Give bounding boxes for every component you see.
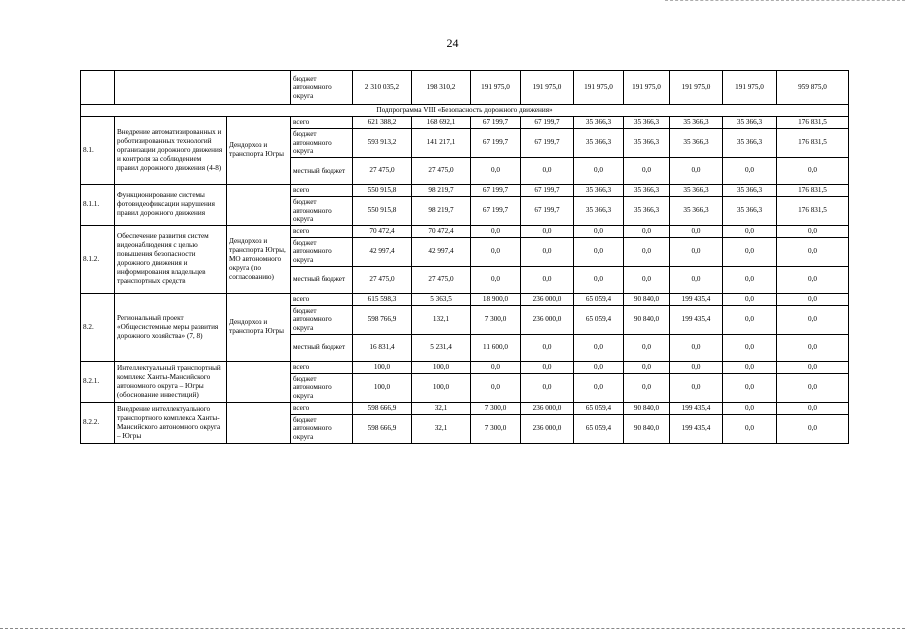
funding-source-cell: местный бюджет (291, 266, 353, 293)
value-cell: 90 840,0 (624, 402, 670, 414)
value-cell: 32,1 (412, 402, 471, 414)
funding-source-cell: всего (291, 117, 353, 129)
value-cell: 0,0 (574, 237, 624, 266)
value-cell: 0,0 (723, 237, 777, 266)
value-cell: 191 975,0 (670, 71, 723, 105)
table-row (81, 225, 849, 237)
value-cell: 236 000,0 (521, 293, 574, 305)
row-executor: Дендорхоз и транспорта Югры, МО автономного округа (по согласованию) (227, 225, 291, 293)
value-cell: 0,0 (670, 225, 723, 237)
value-cell: 90 840,0 (624, 414, 670, 443)
value-cell: 0,0 (777, 266, 849, 293)
funding-source-cell: бюджет автономного округа (291, 373, 353, 402)
value-cell: 0,0 (723, 293, 777, 305)
funding-source-cell: всего (291, 293, 353, 305)
value-cell: 100,0 (412, 373, 471, 402)
value-cell: 7 300,0 (471, 414, 521, 443)
value-cell: 35 366,3 (624, 129, 670, 158)
value-cell: 35 366,3 (624, 184, 670, 196)
value-cell: 27 475,0 (353, 266, 412, 293)
value-cell: 0,0 (670, 157, 723, 184)
table-row-top-total (81, 71, 849, 105)
value-cell: 0,0 (723, 373, 777, 402)
value-cell: 176 831,5 (777, 196, 849, 225)
value-cell: 0,0 (471, 373, 521, 402)
value-cell: 0,0 (574, 266, 624, 293)
value-cell: 0,0 (521, 225, 574, 237)
value-cell: 35 366,3 (574, 117, 624, 129)
funding-source-cell: бюджет автономного округа (291, 71, 353, 105)
value-cell: 0,0 (624, 373, 670, 402)
value-cell: 35 366,3 (723, 129, 777, 158)
value-cell: 0,0 (670, 266, 723, 293)
value-cell: 0,0 (723, 157, 777, 184)
row-code: 8.2. (81, 293, 115, 361)
value-cell: 550 915,8 (353, 184, 412, 196)
value-cell: 0,0 (624, 225, 670, 237)
funding-source-cell: бюджет автономного округа (291, 237, 353, 266)
name-cell-empty (115, 71, 291, 105)
row-code: 8.1.1. (81, 184, 115, 225)
value-cell: 0,0 (574, 225, 624, 237)
row-executor (227, 361, 291, 402)
value-cell: 0,0 (723, 305, 777, 334)
row-code: 8.1.2. (81, 225, 115, 293)
value-cell: 191 975,0 (471, 71, 521, 105)
value-cell: 0,0 (521, 373, 574, 402)
value-cell: 0,0 (624, 157, 670, 184)
value-cell: 615 598,3 (353, 293, 412, 305)
value-cell: 35 366,3 (723, 184, 777, 196)
value-cell: 35 366,3 (670, 129, 723, 158)
value-cell: 0,0 (521, 334, 574, 361)
value-cell: 65 059,4 (574, 402, 624, 414)
value-cell: 199 435,4 (670, 305, 723, 334)
value-cell: 0,0 (777, 237, 849, 266)
row-executor (227, 184, 291, 225)
value-cell: 0,0 (574, 373, 624, 402)
value-cell: 2 310 035,2 (353, 71, 412, 105)
value-cell: 176 831,5 (777, 117, 849, 129)
value-cell: 35 366,3 (624, 196, 670, 225)
value-cell: 90 840,0 (624, 293, 670, 305)
value-cell: 0,0 (521, 361, 574, 373)
scan-artifact-top (665, 0, 905, 1)
value-cell: 0,0 (777, 414, 849, 443)
funding-source-cell: бюджет автономного округа (291, 129, 353, 158)
value-cell: 593 913,2 (353, 129, 412, 158)
value-cell: 0,0 (471, 361, 521, 373)
value-cell: 0,0 (574, 361, 624, 373)
value-cell: 199 435,4 (670, 402, 723, 414)
value-cell: 67 199,7 (471, 117, 521, 129)
value-cell: 0,0 (471, 237, 521, 266)
row-code: 8.2.2. (81, 402, 115, 443)
funding-source-cell: местный бюджет (291, 334, 353, 361)
value-cell: 35 366,3 (574, 184, 624, 196)
value-cell: 0,0 (777, 305, 849, 334)
value-cell: 0,0 (777, 157, 849, 184)
value-cell: 0,0 (723, 361, 777, 373)
value-cell: 67 199,7 (521, 129, 574, 158)
value-cell: 0,0 (624, 266, 670, 293)
value-cell: 0,0 (624, 237, 670, 266)
value-cell: 70 472,4 (412, 225, 471, 237)
value-cell: 100,0 (412, 361, 471, 373)
row-name: Интеллектуальный транспортный комплекс Ханты-Мансийского автономного округа – Югры (обоснование инвестиций) (115, 361, 227, 402)
value-cell: 42 997,4 (412, 237, 471, 266)
row-name: Внедрение автоматизированных и роботизированных технологий организации дорожного движения и контроля за соблюдением правил дорожного движения (4-8) (115, 117, 227, 185)
funding-source-cell: всего (291, 184, 353, 196)
value-cell: 0,0 (471, 266, 521, 293)
value-cell: 18 900,0 (471, 293, 521, 305)
value-cell: 0,0 (574, 334, 624, 361)
value-cell: 67 199,7 (471, 184, 521, 196)
row-name: Функционирование системы фотовидеофиксации нарушения правил дорожного движения (115, 184, 227, 225)
value-cell: 65 059,4 (574, 305, 624, 334)
value-cell: 0,0 (670, 361, 723, 373)
value-cell: 198 310,2 (412, 71, 471, 105)
value-cell: 35 366,3 (670, 117, 723, 129)
value-cell: 191 975,0 (624, 71, 670, 105)
value-cell: 176 831,5 (777, 184, 849, 196)
value-cell: 67 199,7 (521, 196, 574, 225)
value-cell: 0,0 (471, 157, 521, 184)
value-cell: 27 475,0 (353, 157, 412, 184)
value-cell: 0,0 (777, 361, 849, 373)
value-cell: 0,0 (777, 334, 849, 361)
value-cell: 191 975,0 (723, 71, 777, 105)
value-cell: 35 366,3 (670, 196, 723, 225)
value-cell: 191 975,0 (574, 71, 624, 105)
value-cell: 168 692,1 (412, 117, 471, 129)
value-cell: 0,0 (521, 157, 574, 184)
row-executor: Дендорхоз и транспорта Югры (227, 293, 291, 361)
value-cell: 65 059,4 (574, 414, 624, 443)
funding-source-cell: всего (291, 402, 353, 414)
value-cell: 236 000,0 (521, 402, 574, 414)
value-cell: 0,0 (624, 334, 670, 361)
budget-table (80, 70, 849, 444)
value-cell: 35 366,3 (624, 117, 670, 129)
funding-source-cell: бюджет автономного округа (291, 414, 353, 443)
funding-source-cell: местный бюджет (291, 157, 353, 184)
row-executor: Дендорхоз и транспорта Югры (227, 117, 291, 185)
value-cell: 621 388,2 (353, 117, 412, 129)
value-cell: 0,0 (670, 334, 723, 361)
value-cell: 0,0 (777, 373, 849, 402)
value-cell: 0,0 (670, 237, 723, 266)
table-row (81, 361, 849, 373)
value-cell: 11 600,0 (471, 334, 521, 361)
value-cell: 42 997,4 (353, 237, 412, 266)
value-cell: 236 000,0 (521, 414, 574, 443)
row-executor (227, 402, 291, 443)
row-name: Региональный проект «Общесистемные меры развития дорожного хозяйства» (7, 8) (115, 293, 227, 361)
value-cell: 0,0 (574, 157, 624, 184)
value-cell: 0,0 (723, 402, 777, 414)
value-cell: 67 199,7 (521, 117, 574, 129)
value-cell: 98 219,7 (412, 184, 471, 196)
value-cell: 0,0 (471, 225, 521, 237)
table-row (81, 293, 849, 305)
value-cell: 7 300,0 (471, 402, 521, 414)
value-cell: 0,0 (777, 225, 849, 237)
value-cell: 0,0 (723, 266, 777, 293)
value-cell: 27 475,0 (412, 157, 471, 184)
value-cell: 65 059,4 (574, 293, 624, 305)
value-cell: 67 199,7 (471, 196, 521, 225)
row-name: Внедрение интеллектуального транспортного комплекса Ханты-Мансийского автономного округа – Югры (115, 402, 227, 443)
funding-source-cell: бюджет автономного округа (291, 305, 353, 334)
value-cell: 100,0 (353, 361, 412, 373)
row-code: 8.2.1. (81, 361, 115, 402)
subprogram-title: Подпрограмма VIII «Безопасность дорожного движения» (81, 105, 849, 117)
value-cell: 0,0 (521, 266, 574, 293)
value-cell: 598 766,9 (353, 305, 412, 334)
table-row (81, 184, 849, 196)
value-cell: 0,0 (723, 225, 777, 237)
funding-source-cell: бюджет автономного округа (291, 196, 353, 225)
value-cell: 0,0 (777, 293, 849, 305)
value-cell: 98 219,7 (412, 196, 471, 225)
value-cell: 7 300,0 (471, 305, 521, 334)
row-name: Обеспечение развития систем видеонаблюдения с целью повышения безопасности дорожного движения и информирования владельцев транспортных средств (115, 225, 227, 293)
value-cell: 100,0 (353, 373, 412, 402)
value-cell: 176 831,5 (777, 129, 849, 158)
value-cell: 32,1 (412, 414, 471, 443)
value-cell: 199 435,4 (670, 414, 723, 443)
value-cell: 598 666,9 (353, 414, 412, 443)
value-cell: 35 366,3 (670, 184, 723, 196)
value-cell: 27 475,0 (412, 266, 471, 293)
value-cell: 199 435,4 (670, 293, 723, 305)
value-cell: 598 666,9 (353, 402, 412, 414)
value-cell: 191 975,0 (521, 71, 574, 105)
value-cell: 5 231,4 (412, 334, 471, 361)
table-row (81, 402, 849, 414)
code-cell-empty (81, 71, 115, 105)
value-cell: 959 875,0 (777, 71, 849, 105)
value-cell: 35 366,3 (723, 117, 777, 129)
value-cell: 0,0 (624, 361, 670, 373)
value-cell: 0,0 (521, 237, 574, 266)
funding-source-cell: всего (291, 361, 353, 373)
row-code: 8.1. (81, 117, 115, 185)
value-cell: 132,1 (412, 305, 471, 334)
funding-source-cell: всего (291, 225, 353, 237)
value-cell: 0,0 (723, 414, 777, 443)
value-cell: 35 366,3 (723, 196, 777, 225)
value-cell: 70 472,4 (353, 225, 412, 237)
value-cell: 0,0 (777, 402, 849, 414)
value-cell: 0,0 (723, 334, 777, 361)
value-cell: 236 000,0 (521, 305, 574, 334)
table-row (81, 117, 849, 129)
value-cell: 35 366,3 (574, 129, 624, 158)
value-cell: 0,0 (670, 373, 723, 402)
value-cell: 35 366,3 (574, 196, 624, 225)
value-cell: 141 217,1 (412, 129, 471, 158)
value-cell: 16 831,4 (353, 334, 412, 361)
value-cell: 90 840,0 (624, 305, 670, 334)
value-cell: 67 199,7 (471, 129, 521, 158)
value-cell: 67 199,7 (521, 184, 574, 196)
value-cell: 550 915,8 (353, 196, 412, 225)
page-number: 24 (446, 36, 459, 50)
scan-artifact-bottom (0, 628, 905, 629)
value-cell: 5 363,5 (412, 293, 471, 305)
subprogram-row (81, 105, 849, 117)
